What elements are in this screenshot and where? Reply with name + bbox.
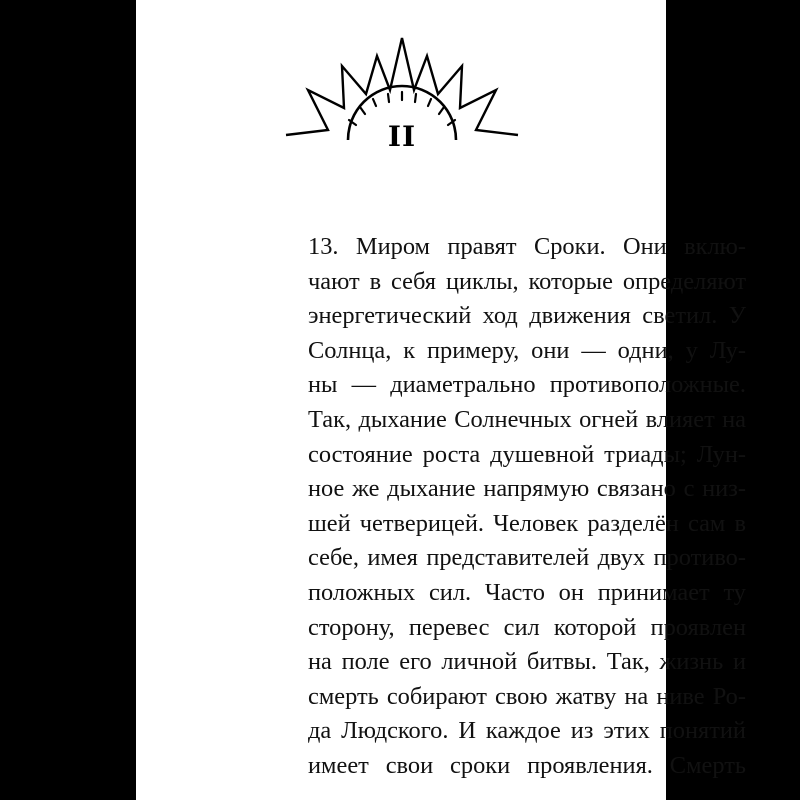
left-black-margin	[0, 0, 136, 800]
paragraph-line: на поле его личной битвы. Так, жизнь и	[308, 648, 746, 676]
paragraph-line: себе, имея представителей двух противо-	[308, 544, 746, 572]
paragraph-line: ны — диаметрально противоположные.	[308, 371, 746, 399]
paragraph-line: 13. Миром правят Сроки. Они вклю-	[308, 233, 746, 260]
paragraph-line: положных сил. Часто он принимает ту	[308, 578, 746, 606]
paragraph-line: энергетический ход движения светил. У	[308, 302, 746, 330]
paragraph-line: да Людского. И каждое из этих понятий	[308, 717, 746, 745]
paragraph-line: имеет свои сроки проявления. Смерть	[308, 751, 746, 779]
paragraph-line: смерть собирают свою жатву на ниве Ро-	[308, 682, 746, 710]
paragraph-line: чают в себя циклы, которые определяют	[308, 267, 746, 295]
paragraph-line: ное же дыхание напрямую связано с низ-	[308, 475, 746, 503]
paragraph-line: состояние роста душевной триады; Лун-	[308, 440, 746, 468]
book-page	[136, 0, 746, 800]
chapter-emblem	[272, 28, 532, 178]
paragraph-line: сторону, перевес сил которой проявлен	[308, 613, 746, 641]
paragraph-line: Так, дыхание Солнечных огней влияет на	[308, 405, 746, 433]
paragraph-line: Солнца, к примеру, они — одни, у Лу-	[308, 336, 746, 364]
paragraph-text	[308, 230, 746, 784]
paragraph-line: шей четверицей. Человек разделён сам в	[308, 509, 746, 537]
rising-sun-icon	[272, 28, 532, 178]
chapter-number: II	[387, 120, 417, 153]
